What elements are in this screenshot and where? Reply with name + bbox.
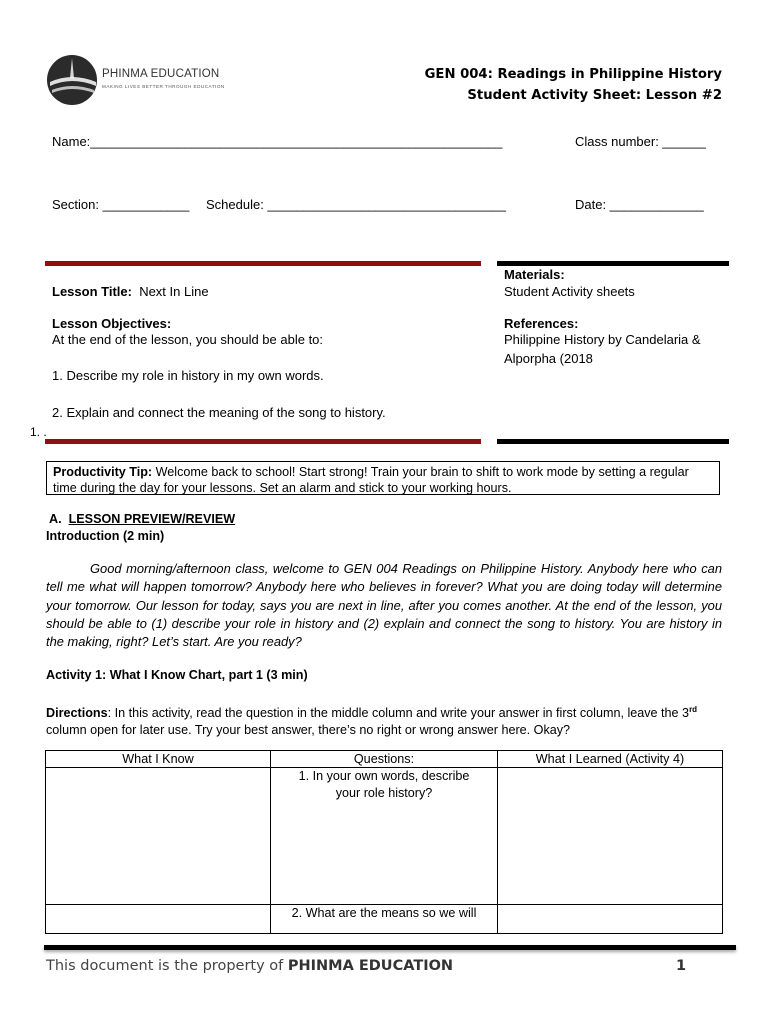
objective-1: 1. Describe my role in history in my own words. [52, 368, 324, 383]
what-i-know-chart [45, 750, 723, 934]
footer-divider [44, 945, 736, 950]
learned-cell-2[interactable] [498, 905, 723, 934]
materials-value: Student Activity sheets [504, 284, 635, 299]
footer-brand: PHINMA EDUCATION [287, 958, 454, 974]
name-field[interactable]: Name:_________________________________________________________ [52, 134, 503, 149]
course-title: GEN 004: Readings in Philippine History [424, 67, 722, 82]
activity1-heading: Activity 1: What I Know Chart, part 1 (3 min) [46, 668, 308, 682]
question-1: 1. In your own words, describe your role history? [271, 768, 498, 905]
objectives-intro: At the end of the lesson, you should be able to: [52, 332, 324, 347]
materials-label: Materials: [504, 267, 565, 282]
divider-black-bottom [497, 439, 729, 444]
directions-text-b: column open for later use. Try your best answer, there’s no right or wrong answer here. Okay? [46, 723, 571, 738]
question-2: 2. What are the means so we will [271, 905, 498, 934]
divider-red-bottom [45, 439, 481, 444]
answer-cell-1[interactable] [46, 768, 271, 905]
section-a-title: LESSON PREVIEW/REVIEW [68, 512, 236, 526]
section-field[interactable]: Section: ____________ [52, 197, 190, 212]
col-what-i-learned: What I Learned (Activity 4) [498, 751, 723, 768]
learned-cell-1[interactable] [498, 768, 723, 905]
class-number-field[interactable]: Class number: ______ [575, 134, 706, 149]
section-a-letter: A. [49, 512, 62, 526]
lesson-title-label: Lesson Title: [52, 284, 132, 299]
section-a-heading [49, 512, 235, 526]
phinma-logo-icon [46, 52, 100, 108]
divider-red-top [45, 261, 481, 266]
lesson-title-value: Next In Line [139, 284, 209, 299]
directions-sup: rd [689, 705, 698, 714]
page-number: 1 [676, 958, 687, 974]
stray-list-marker: 1. . [30, 425, 47, 439]
references-value-2: Alporpha (2018 [504, 351, 593, 366]
phinma-logo [46, 52, 226, 108]
footer-prefix: This document is the property of [46, 958, 288, 974]
intro-heading: Introduction (2 min) [46, 529, 165, 543]
footer-text [46, 958, 453, 974]
schedule-field[interactable]: Schedule: _________________________________ [206, 197, 507, 212]
lesson-title-row [52, 284, 209, 299]
tip-label: Productivity Tip: [53, 465, 153, 479]
divider-black-top [497, 261, 729, 266]
activity1-directions [46, 701, 722, 739]
answer-cell-2[interactable] [46, 905, 271, 934]
logo-name: PHINMA EDUCATION [102, 68, 220, 80]
directions-text-a: : In this activity, read the question in the middle column and write your answer in first column, leave the 3 [107, 706, 690, 721]
sheet-title: Student Activity Sheet: Lesson #2 [467, 88, 722, 103]
date-field[interactable]: Date: _____________ [575, 197, 704, 212]
intro-paragraph: Good morning/afternoon class, welcome to GEN 004 Readings on Philippine History. Anybody here who can tell me what will happen tomorrow? Anybody here who believes in forever? What you are doing today will determine your tomorrow. Our lesson for today, says you are next in line, after you comes another. At the end of the lesson, you should be able to (1) describe your role in history and (2) explain and connect the song to history. You are history in the making, right? Let’s start. Are you ready? [46, 561, 722, 650]
references-value-1: Philippine History by Candelaria & [504, 332, 701, 347]
objectives-label: Lesson Objectives: [52, 316, 172, 331]
col-what-i-know: What I Know [46, 751, 271, 768]
col-questions: Questions: [271, 751, 498, 768]
directions-label: Directions [46, 706, 108, 721]
references-label: References: [504, 316, 579, 331]
tip-text: Welcome back to school! Start strong! Train your brain to shift to work mode by setting a regular time during the day for your lessons. Set an alarm and stick to your working hours. [53, 465, 689, 495]
objective-2: 2. Explain and connect the meaning of the song to history. [52, 405, 386, 420]
logo-tagline: MAKING LIVES BETTER THROUGH EDUCATION [102, 84, 225, 89]
productivity-tip-box [46, 461, 720, 495]
